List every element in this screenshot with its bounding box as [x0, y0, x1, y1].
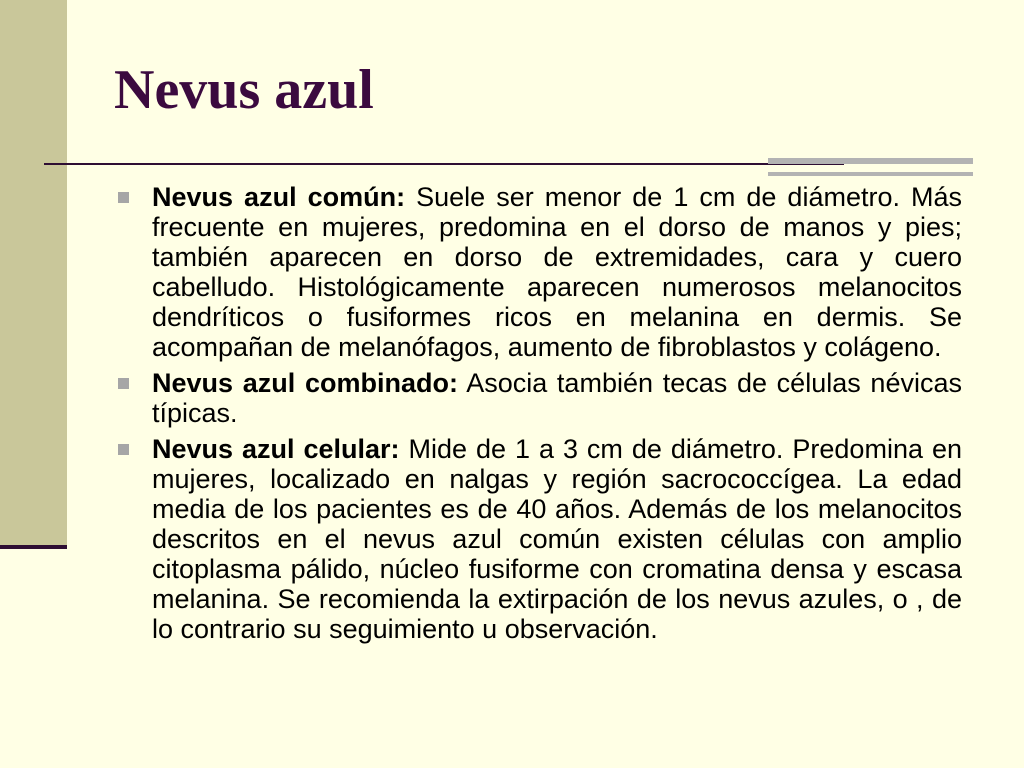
bullet-list: [112, 182, 962, 650]
bullet-term: Nevus azul combinado:: [152, 368, 458, 398]
square-bullet-icon: [118, 192, 129, 203]
bullet-text: Mide de 1 a 3 cm de diámetro. Predomina en mujeres, localizado en nalgas y región sacrococcígea. La edad media de los pacientes es de 40 años. Además de los melanocitos descritos en el nevus azul común existen células con amplio citoplasma pálido, núcleo fusiforme con cromatina densa y escasa melanina. Se recomienda la extirpación de los nevus azules, o , de lo contrario su seguimiento u observación.: [152, 434, 962, 644]
bullet-item-nevus-azul-combinado: [112, 368, 962, 428]
bullet-item-nevus-azul-celular: [112, 434, 962, 644]
decorative-gray-rule-thin: [768, 172, 973, 176]
bullet-text: Suele ser menor de 1 cm de diámetro. Más frecuente en mujeres, predomina en el dorso de manos y pies; también aparecen en dorso de extremidades, cara y cuero cabelludo. Histológicamente aparecen numerosos melanocitos dendríticos o fusiformes ricos en melanina en dermis. Se acompañan de melanófagos, aumento de fibroblastos y colágeno.: [152, 182, 963, 362]
square-bullet-icon: [118, 444, 129, 455]
decorative-gray-rule-thick: [768, 158, 973, 164]
bullet-term: Nevus azul celular:: [152, 434, 400, 464]
slide-title: Nevus azul: [114, 59, 374, 121]
bullet-term: Nevus azul común:: [152, 182, 406, 212]
left-decorative-band: [0, 0, 67, 545]
title-underline-rule: [44, 163, 844, 165]
square-bullet-icon: [118, 378, 129, 389]
bullet-item-nevus-azul-comun: [112, 182, 962, 362]
bullet-text: Asocia también tecas de células névicas típicas.: [152, 368, 962, 428]
left-band-rule: [0, 545, 67, 549]
